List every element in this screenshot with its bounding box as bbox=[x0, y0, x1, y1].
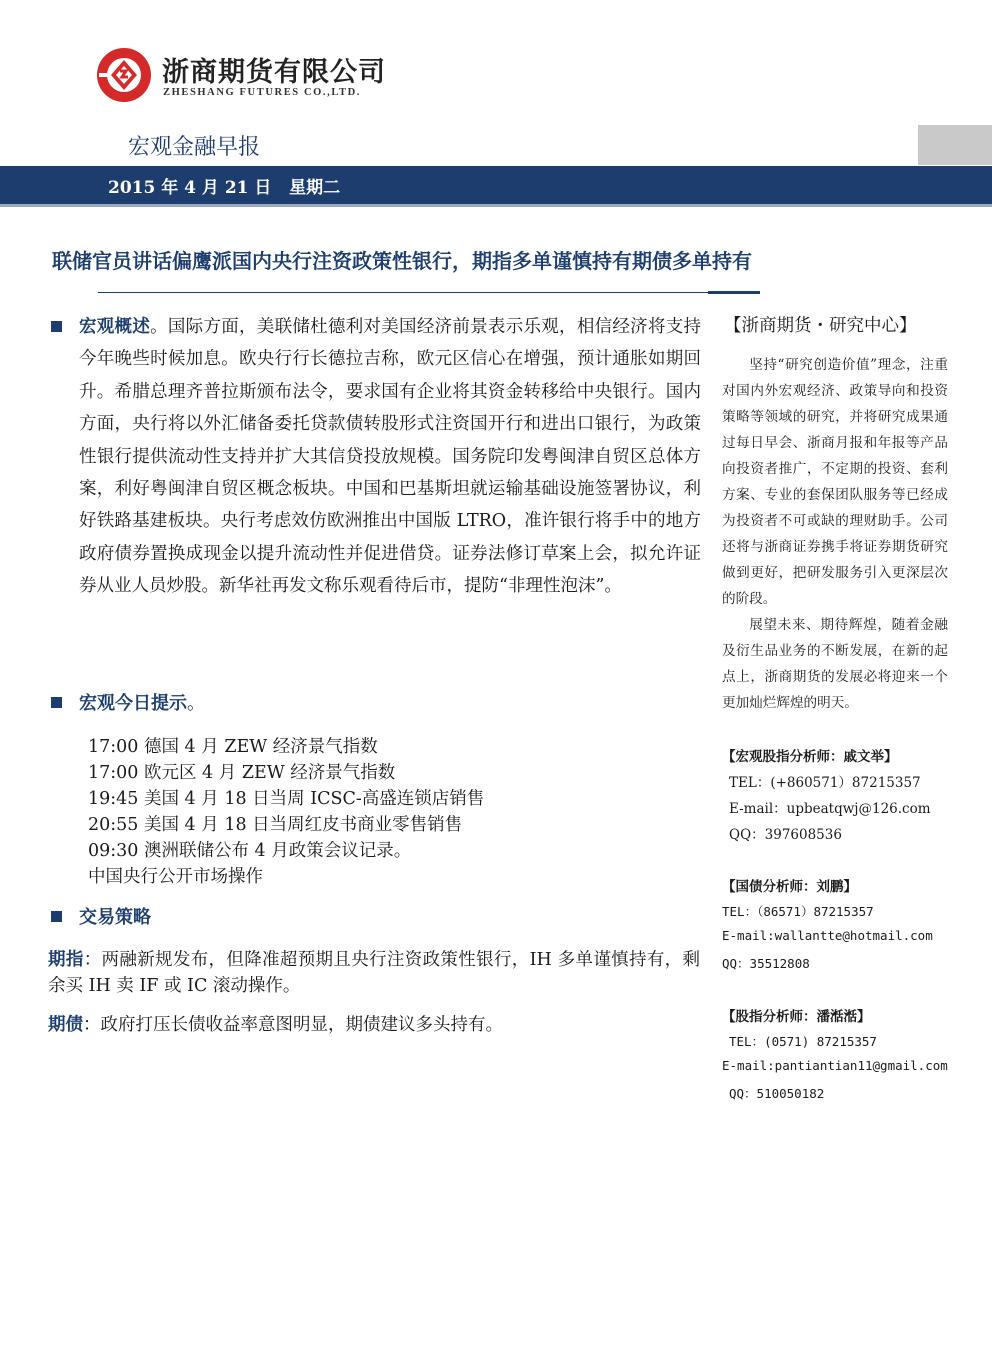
analyst-email: E-mail:wallantte@hotmail.com bbox=[722, 928, 933, 943]
today-event-list bbox=[88, 734, 484, 890]
analyst-qq: QQ：510050182 bbox=[729, 1086, 825, 1101]
analyst-tel: TEL：(0571) 87215357 bbox=[729, 1034, 877, 1049]
overview-heading: 宏观概述 bbox=[79, 317, 151, 337]
sidebar-title: 【浙商期货・研究中心】 bbox=[724, 316, 917, 336]
headline-divider-accent bbox=[708, 291, 760, 294]
report-date-value: 2015 年 4 月 21 日 bbox=[108, 178, 272, 198]
analyst-name-index: 【股指分析师：潘湉湉】 bbox=[722, 1009, 871, 1025]
analyst-email: E-mail:pantiantian11@gmail.com bbox=[722, 1058, 948, 1073]
section-bullet-icon bbox=[51, 697, 62, 708]
headline-divider bbox=[98, 292, 760, 293]
company-name-en: ZHESHANG FUTURES CO.,LTD. bbox=[163, 87, 362, 98]
strategy-index-futures bbox=[48, 947, 700, 999]
decorative-tab bbox=[918, 125, 992, 165]
analyst-tel: TEL：(+860571）87215357 bbox=[729, 775, 921, 791]
list-item: 20:55 美国 4 月 18 日当周红皮书商业零售销售 bbox=[88, 815, 463, 835]
list-item: 09:30 澳洲联储公布 4 月政策会议记录。 bbox=[88, 841, 412, 861]
today-heading: 宏观今日提示 bbox=[79, 693, 187, 714]
analyst-qq: QQ：35512808 bbox=[722, 956, 810, 971]
list-item: 19:45 美国 4 月 18 日当周 ICSC-高盛连锁店销售 bbox=[88, 789, 485, 809]
analyst-name-bond: 【国债分析师：刘鹏】 bbox=[722, 879, 857, 895]
section-bullet-icon bbox=[51, 911, 62, 922]
today-heading-suffix: 。 bbox=[187, 693, 205, 714]
strategy-bond-label: 期债 bbox=[48, 1015, 83, 1035]
report-series-title: 宏观金融早报 bbox=[128, 135, 261, 160]
sidebar-intro-paragraph: 坚持“研究创造价值”理念，注重对国内外宏观经济、政策导向和投资策略等领域的研究，并将研究成果通过每日早会、浙商月报和年报等产品向投资者推广，不定期的投资、套利方案、专业的套保团队服务等已经成为投资者不可或缺的理财助手。公司还将与浙商证券携手将证券期货研究做到更好，把研发服务引入更深层次的阶段。 bbox=[722, 357, 948, 607]
list-item: 17:00 欧元区 4 月 ZEW 经济景气指数 bbox=[88, 763, 396, 783]
section-bullet-icon bbox=[51, 321, 62, 332]
strategy-bond-text: ：政府打压长债收益率意图明显，期债建议多头持有。 bbox=[83, 1015, 503, 1035]
list-item: 中国央行公开市场操作 bbox=[88, 867, 263, 887]
report-date bbox=[108, 173, 340, 198]
strategy-index-label: 期指 bbox=[48, 950, 84, 970]
analyst-tel: TEL：（86571）87215357 bbox=[722, 904, 874, 919]
page-headline: 联储官员讲话偏鹰派国内央行注资政策性银行，期指多单谨慎持有期债多单持有 bbox=[52, 249, 752, 273]
strategy-index-text: ：两融新规发布，但降准超预期且央行注资政策性银行，IH 多单谨慎持有，剩余买 IH 卖 IF 或 IC 滚动操作。 bbox=[48, 950, 701, 996]
today-section bbox=[79, 689, 205, 715]
analyst-email: E-mail：upbeatqwj@126.com bbox=[729, 801, 931, 817]
analyst-name-macro: 【宏观股指分析师：戚文举】 bbox=[722, 749, 898, 765]
company-name-cn: 浙商期货有限公司 bbox=[162, 57, 386, 88]
report-weekday: 星期二 bbox=[289, 178, 341, 198]
date-bar-underline bbox=[0, 204, 992, 207]
overview-body: 。国际方面，美联储杜德利对美国经济前景表示乐观，相信经济将支持今年晚些时候加息。欧央行行长德拉吉称，欧元区信心在增强，预计通胀如期回升。希腊总理齐普拉斯颁布法令，要求国有企业将其资金转移给中央银行。国内方面，央行将以外汇储备委托贷款债转股形式注资国开行和进出口银行，为政策性银行提供流动性支持并扩大其信贷投放规模。国务院印发粤闽津自贸区总体方案，利好粤闽津自贸区概念板块。中国和巴基斯坦就运输基础设施签署协议，利好铁路基建板块。央行考虑效仿欧洲推出中国版 LTRO，准许银行将手中的地方政府债券置换成现金以提升流动性并促进借贷。证券法修订草案上会，拟允许证券从业人员炒股。新华社再发文称乐观看待后市，提防“非理性泡沫”。 bbox=[79, 317, 702, 597]
sidebar-outlook-paragraph: 展望未来、期待辉煌，随着金融及衍生品业务的不断发展，在新的起点上，浙商期货的发展必将迎来一个更加灿烂辉煌的明天。 bbox=[722, 617, 948, 711]
strategy-bond-futures bbox=[48, 1012, 700, 1038]
overview-paragraph bbox=[79, 311, 701, 603]
company-logo-icon bbox=[96, 47, 152, 103]
analyst-qq: QQ：397608536 bbox=[729, 827, 842, 843]
strategy-heading: 交易策略 bbox=[79, 907, 151, 928]
list-item: 17:00 德国 4 月 ZEW 经济景气指数 bbox=[88, 737, 378, 757]
